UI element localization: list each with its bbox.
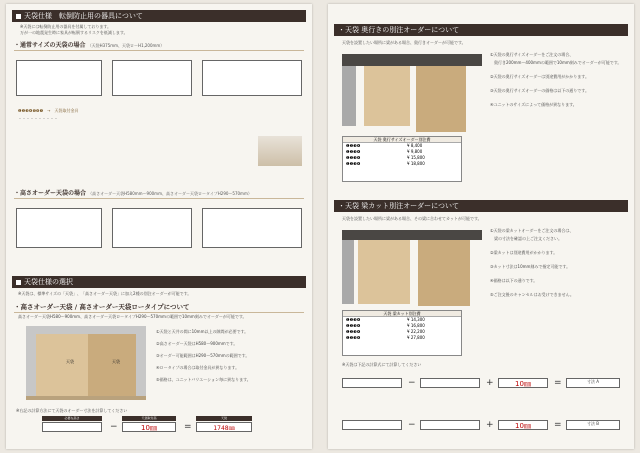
depth-row [343,161,461,167]
cut-price-table [342,310,462,356]
calc-box-a2 [420,378,480,388]
sub-order-text: 高さオーダー天袋H580〜900mm、高さオーダー天袋ロータイプH290〜570mmの範囲で10mm刻みでオーダーが可能です。 [18,314,247,319]
calc-head-2: 天袋取付高 [122,416,176,421]
bullet-4: ④ロータイプの場合は取付金具が異なります。 [156,365,240,370]
intro-line-2: 万が一の地震発生時に家具が転倒するリスクを低減します。 [20,30,128,35]
diagram-standard-3 [202,60,302,96]
calc-value-a3: 10㎜ [515,380,531,388]
equals-sign: = [554,378,562,388]
diagram-high-2 [112,208,192,248]
section-header-fall-prevention [12,10,306,22]
sub-high-title: ・高さオーダー天袋の場合 [14,190,87,197]
right-calc-note: ※天袋は下記の計算式にて計算してください [342,362,422,367]
label-tenbukuro-1: 天袋 [66,359,74,364]
calc-result-a: 寸法 A [586,379,599,384]
equals-sign: = [554,420,562,430]
row-price: ¥ 27,800 [407,335,425,340]
cut-bullet-2: ②梁カットは別途費用がかかります。 [490,250,558,255]
row-price: ¥ 9,800 [407,149,423,154]
cut-bullet-5: ⑤ご注文後のキャンセルはお受けできません。 [490,292,574,297]
section-title: 天袋仕様の選択 [24,278,73,286]
row-code: ❶❷❸❹ [346,149,361,154]
row-price: ¥ 16,800 [407,323,425,328]
section-header-selection [12,276,306,288]
calc-value-2: 10㎜ [141,424,157,432]
row-price: ¥ 15,800 [407,155,425,160]
row-price: ¥ 22,200 [407,329,425,334]
cut-cabinet-side [418,240,470,306]
depth-bullet-1b: 奥行き200mm〜400mmの範囲で10mm刻みでオーダーが可能です。 [494,60,622,65]
calc-box-1 [42,422,102,432]
cut-bullet-1: ①天袋の梁カットオーダーをご注文の場合は、 [490,228,574,233]
calc-row-right-2 [342,414,622,432]
row-code: ❶❷❸❹ [346,335,361,340]
fastener-list: ❶❷❸❹❺❻❼ → 天袋取付金具 [18,108,79,113]
ceiling-beam [342,54,482,66]
section-header-beam-cut [334,200,628,212]
row-price: ¥ 8,400 [407,143,423,148]
bullet-1: ①天袋と天井の間に10mm以上の隙間が必要です。 [156,329,249,334]
section-title: ・天袋 奥行きの別注オーダーについて [338,26,460,34]
sub-high [14,188,304,199]
row-price: ¥ 14,300 [407,317,425,322]
sub-standard [14,40,304,51]
cut-bullet-3: ③カット寸法は10mm刻みで指定可能です。 [490,264,571,269]
fastener-photo [258,136,302,166]
section-header-depth-order [334,24,628,36]
cut-cabinet-front [358,240,410,304]
sub-high-note: （高さオーダー天袋H580mm〜900mm、高さオーダー天袋ロータイプH290〜570mm） [88,191,252,196]
depth-bullet-3: ③天袋の奥行サイズオーダーの価格は以下の通りです。 [490,88,589,93]
depth-bullet-2: ②天袋の奥行サイズオーダーは別途費用がかかります。 [490,74,589,79]
diagram-high-1 [16,208,102,248]
minus-sign: − [408,378,416,388]
calc-value-3: 1748㎜ [213,425,235,432]
bullet-3: ③オーダー可能範囲はH290〜570mmの範囲です。 [156,353,250,358]
calc-box-b2 [420,420,480,430]
right-page [328,4,634,449]
row-code: ❶❷❸❹ [346,155,361,160]
beam-cut-text: 天袋を設置したい場所に梁がある場合、その梁に合わせてカットが可能です。 [342,216,482,221]
sub-standard-note: （天袋H375mm、天袋ローH1,200mm） [87,43,165,48]
depth-cabinet-side [416,66,466,132]
depth-bullet-1: ①天袋の奥行サイズオーダーをご注文の場合、 [490,52,574,57]
selection-text: ※天袋は、標準サイズの「天袋」、「高さオーダー天袋」に加え2種の別注オーダーが可能です。 [18,291,192,296]
calc-head-3: 天袋 [196,416,252,421]
diagram-standard-1 [16,60,102,96]
calc-note: ※右記の計算方法にて天袋のオーダー寸法を計算してください [16,408,128,413]
section-title: 天袋仕様 転倒防止用の器具について [24,12,143,20]
cut-table-title: 天袋 梁カット別注費 [343,311,461,317]
plus-sign: + [486,378,494,388]
cut-bullet-1b: 梁の寸法を確認の上ご注文ください。 [494,236,562,241]
row-code: ❶❷❸❹ [346,143,361,148]
fastener-note: ・・・・・・・・・・ [18,116,58,121]
room-floor [26,396,146,400]
cabinet-side [88,334,136,396]
depth-cabinet-front [364,66,410,126]
calc-row-left [16,416,306,434]
label-tenbukuro-2: 天袋 [112,359,120,364]
calc-result-b: 寸法 B [586,421,599,426]
ceiling-beam-2 [342,230,482,240]
calc-box-a1 [342,378,402,388]
row-code: ❶❷❸❹ [346,323,361,328]
diagram-standard-2 [112,60,192,96]
row-code: ❶❷❸❹ [346,329,361,334]
intro-line-1: ※天袋には転倒防止用の器具を付属しております。 [20,24,112,29]
minus-sign: − [110,422,118,432]
plus-sign: + [486,420,494,430]
equals-sign: = [184,422,192,432]
calc-box-b1 [342,420,402,430]
cut-row [343,335,461,341]
row-code: ❶❷❸❹ [346,161,361,166]
bullet-5: ⑤価格は、ユニットバリエーション毎に異なります。 [156,377,251,382]
depth-price-table [342,136,462,182]
left-page [6,4,312,449]
calc-row-right-1 [342,372,622,390]
section-title: ・天袋 梁カット別注オーダーについて [338,202,460,210]
left-wall [342,66,356,126]
cut-bullet-4: ④価格は以下の通りです。 [490,278,538,283]
depth-table-title: 天袋 奥行サイズオーダー別注費 [343,137,461,143]
sub-order: ・高さオーダー天袋 / 高さオーダー天袋ロータイプについて [14,302,304,313]
sub-standard-title: ・通常サイズの天袋の場合 [14,42,86,49]
row-price: ¥ 18,800 [407,161,425,166]
calc-head-1: 必要な高さ [42,416,102,421]
row-code: ❶❷❸❹ [346,317,361,322]
depth-order-text: 天袋を設置したい場所に梁がある場合、奥行きオーダーが可能です。 [342,40,466,45]
diagram-high-3 [202,208,302,248]
minus-sign: − [408,420,416,430]
depth-bullet-4: ④ユニットのサイズによって価格が異なります。 [490,102,577,107]
left-wall-2 [342,240,354,304]
calc-value-b3: 10㎜ [515,422,531,430]
bullet-2: ②高さオーダー天袋はH580〜900mmです。 [156,341,238,346]
cabinet-front [36,334,88,396]
